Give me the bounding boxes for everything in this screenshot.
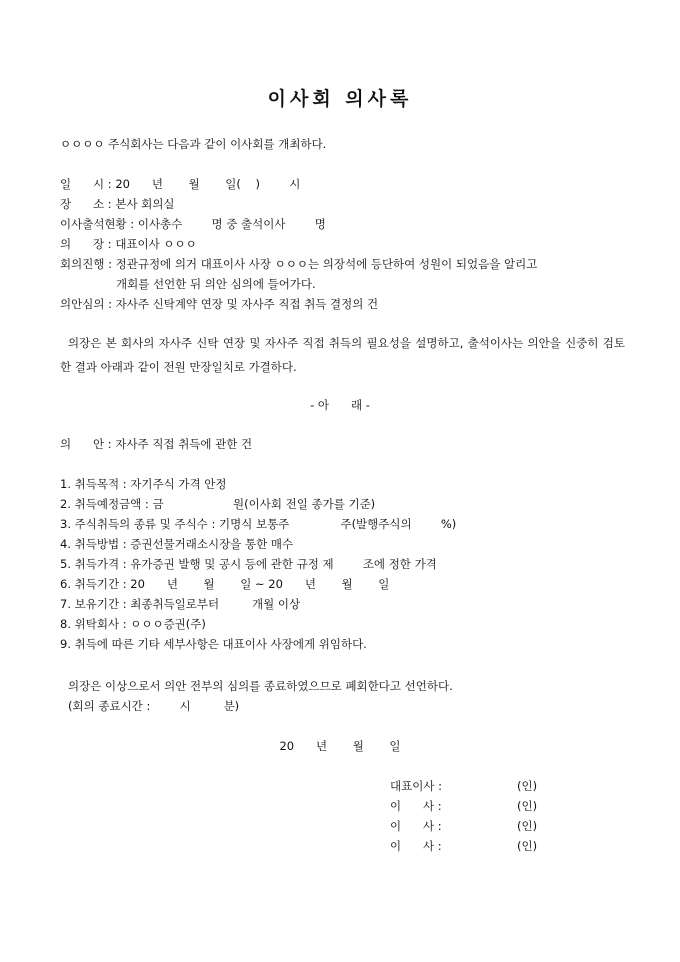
intro-text: ㅇㅇㅇㅇ 주식회사는 다음과 같이 이사회를 개최하다. xyxy=(60,137,327,151)
meeting-chair: 의 장 : 대표이사 ㅇㅇㅇ xyxy=(60,237,197,251)
signature-seal: (인) xyxy=(517,839,538,853)
list-item: 6. 취득기간 : 20 년 월 일 ~ 20 년 월 일 xyxy=(60,577,390,591)
list-item: 9. 취득에 따른 기타 세부사항은 대표이사 사장에게 위임하다. xyxy=(60,637,367,651)
meeting-place: 장 소 : 본사 회의실 xyxy=(60,197,175,211)
meeting-attendance: 이사출석현황 : 이사총수 명 중 출석이사 명 xyxy=(60,217,326,231)
signature-label: 이 사 : xyxy=(390,799,442,813)
closing-time: (회의 종료시간 : 시 분) xyxy=(68,699,240,713)
list-item: 7. 보유기간 : 최종취득일로부터 개월 이상 xyxy=(60,597,301,611)
list-item: 4. 취득방법 : 증권선물거래소시장을 통한 매수 xyxy=(60,537,294,551)
signature-label: 이 사 : xyxy=(390,819,442,833)
meeting-proceeding-line1: 회의진행 : 정관규정에 의거 대표이사 사장 ㅇㅇㅇ는 의장석에 등단하여 성원이 되었음을 알리고 xyxy=(60,257,538,271)
agenda-item: 의 안 : 자사주 직접 취득에 관한 건 xyxy=(60,437,253,451)
list-item: 2. 취득예정금액 : 금 원(이사회 전일 종가를 기준) xyxy=(60,497,376,511)
signature-seal: (인) xyxy=(517,819,538,833)
meeting-date: 일 시 : 20 년 월 일( ) 시 xyxy=(60,177,301,191)
resolution-paragraph: 의장은 본 회사의 자사주 신탁 연장 및 자사주 직접 취득의 필요성을 설명하고, 출석이사는 의안을 신중히 검토한 결과 아래과 같이 전원 만장일치로 가결하다. xyxy=(60,336,625,374)
document-title: 이사회 의사록 xyxy=(267,88,413,110)
list-item: 5. 취득가격 : 유가증권 발행 및 공시 등에 관한 규정 제 조에 정한 가격 xyxy=(60,557,437,571)
signature-seal: (인) xyxy=(517,779,538,793)
list-item: 1. 취득목적 : 자기주식 가격 안정 xyxy=(60,477,227,491)
signature-seal: (인) xyxy=(517,799,538,813)
meeting-agenda: 의안심의 : 자사주 신탁계약 연장 및 자사주 직접 취득 결정의 건 xyxy=(60,297,379,311)
below-heading: - 아 래 - xyxy=(310,398,370,412)
meeting-proceeding-line2: 개회를 선언한 뒤 의안 심의에 들어가다. xyxy=(116,277,316,291)
signature-label: 이 사 : xyxy=(390,839,442,853)
signature-label: 대표이사 : xyxy=(390,779,442,793)
list-item: 3. 주식취득의 종류 및 주식수 : 기명식 보통주 주(발행주식의 %) xyxy=(60,517,457,531)
list-item: 8. 위탁회사 : ㅇㅇㅇ증권(주) xyxy=(60,617,206,631)
document-date: 20 년 월 일 xyxy=(279,739,401,753)
closing-statement: 의장은 이상으로서 의안 전부의 심의를 종료하였으므로 폐회한다고 선언하다. xyxy=(68,679,453,693)
